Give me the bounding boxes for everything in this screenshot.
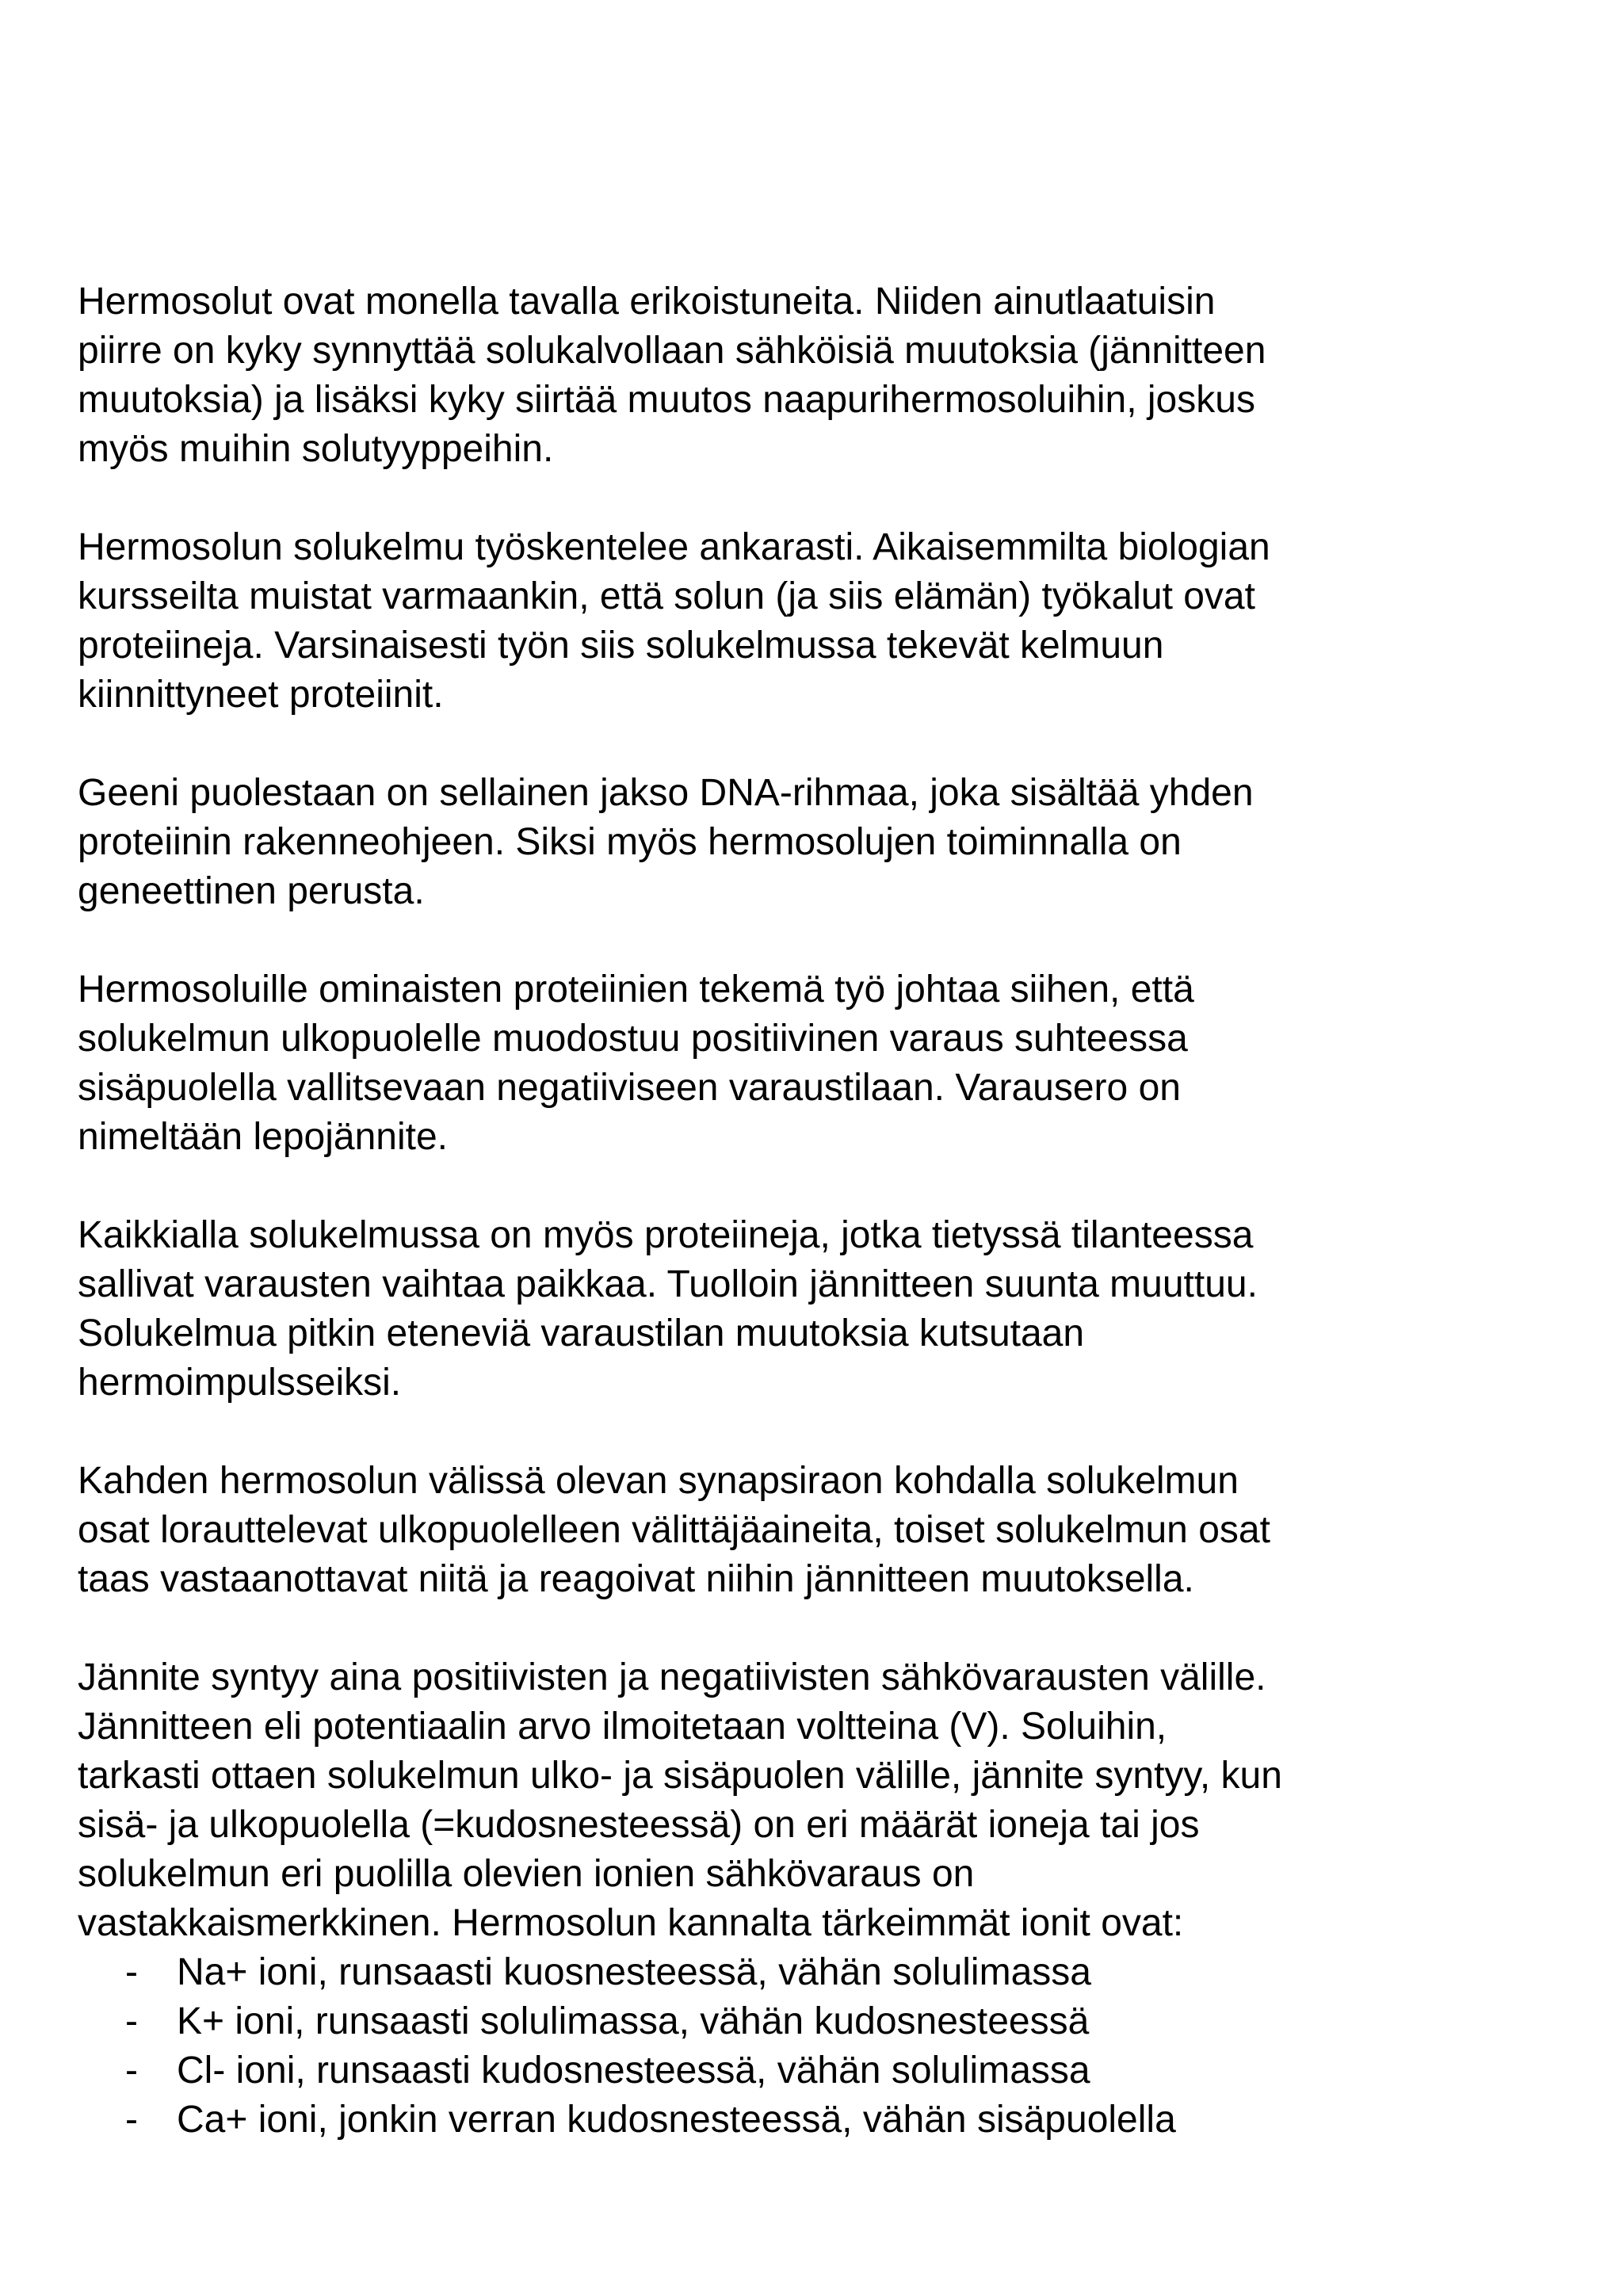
ion-list [78,1948,1583,2145]
list-item-text: K+ ioni, runsaasti solulimassa, vähän kudosnesteessä [177,2000,1090,2042]
paragraph-1: Hermosolut ovat monella tavalla erikoistuneita. Niiden ainutlaatuisin piirre on kyky synnyttää solukalvollaan sähköisiä muutoksia (jännitteen muutoksia) ja lisäksi kyky siirtää muutos naapurihermosoluihin, joskus myös muihin solutyyppeihin. [78,281,1266,470]
list-bullet: - [125,2050,138,2092]
list-bullet: - [125,1951,138,1993]
list-item [78,1997,1583,2046]
document-body [78,277,1583,2145]
list-item [78,1948,1583,1997]
paragraph-2: Hermosolun solukelmu työskentelee ankarasti. Aikaisemmilta biologian kursseilta muistat varmaankin, että solun (ja siis elämän) työkalut ovat proteiineja. Varsinaisesti työn siis solukelmussa tekevät kelmuun kiinnittyneet proteiinit. [78,526,1270,716]
paragraph-6: Kahden hermosolun välissä olevan synapsiraon kohdalla solukelmun osat lorauttelevat ulkopuolelleen välittäjäaineita, toiset solukelmun osat taas vastaanottavat niitä ja reagoivat niihin jännitteen muutoksella. [78,1460,1270,1600]
paragraph-4: Hermosoluille ominaisten proteiinien tekemä työ johtaa siihen, että solukelmun ulkopuolelle muodostuu positiivinen varaus suhteessa sisäpuolella vallitsevaan negatiiviseen varaustilaan. Varausero on nimeltään lepojännite. [78,968,1194,1158]
paragraph-7: Jännite syntyy aina positiivisten ja negatiivisten sähkövarausten välille. Jännitteen eli potentiaalin arvo ilmoitetaan voltteina (V). Soluihin, tarkasti ottaen solukelmun ulko- ja sisäpuolen välille, jännite syntyy, kun sisä- ja ulkopuolella (=kudosnesteessä) on eri määrät ioneja tai jos solukelmun eri puolilla olevien ionien sähkövaraus on vastakkaismerkkinen. Hermosolun kannalta tärkeimmät ionit ovat: [78,1656,1282,1944]
list-item-text: Ca+ ioni, jonkin verran kudosnesteessä, vähän sisäpuolella [177,2099,1176,2141]
paragraph-3: Geeni puolestaan on sellainen jakso DNA-rihmaa, joka sisältää yhden proteiinin rakenneohjeen. Siksi myös hermosolujen toiminnalla on geneettinen perusta. [78,772,1254,912]
list-item [78,2095,1583,2145]
list-item-text: Na+ ioni, runsaasti kuosnesteessä, vähän solulimassa [177,1951,1091,1993]
list-bullet: - [125,2000,138,2042]
paragraph-5: Kaikkialla solukelmussa on myös proteiineja, jotka tietyssä tilanteessa sallivat varausten vaihtaa paikkaa. Tuolloin jännitteen suunta muuttuu. Solukelmua pitkin eteneviä varaustilan muutoksia kutsutaan hermoimpulsseiksi. [78,1214,1258,1404]
list-item [78,2046,1583,2095]
list-bullet: - [125,2099,138,2141]
list-item-text: Cl- ioni, runsaasti kudosnesteessä, vähän solulimassa [177,2050,1090,2092]
